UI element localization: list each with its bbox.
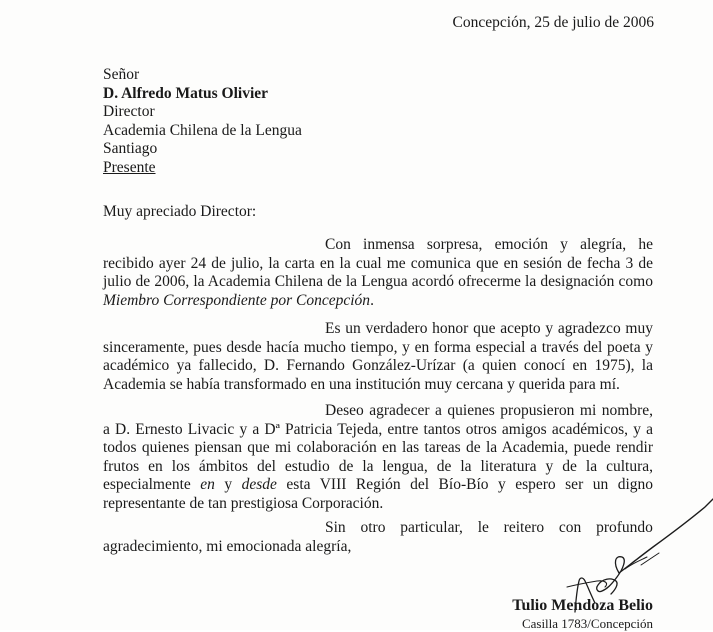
- recipient-name: D. Alfredo Matus Olivier: [103, 84, 269, 102]
- place-date: Concepción, 25 de julio de 2006: [452, 14, 654, 31]
- closing-word: particular,: [400, 519, 463, 536]
- salutation: Muy apreciado Director:: [103, 203, 257, 220]
- paragraph-3-and: y: [214, 476, 242, 493]
- paragraph-1-text: Con inmensa sorpresa, emoción y alegría, he recibido ayer 24 de julio, la carta en la cual me comunica que en sesión de fecha 3 de julio de 2006, la Academia Chilena de la Lengua acordó ofrecerme la designación como: [103, 236, 653, 290]
- closing-word: profundo: [596, 519, 653, 536]
- closing-word: Sin: [325, 519, 346, 536]
- paragraph-4-line-2: agradecimiento, mi emocionada alegría,: [103, 537, 352, 555]
- paragraph-1-italic: Miembro Correspondiente por Concepción: [103, 291, 371, 309]
- recipient-presente: Presente: [103, 158, 156, 176]
- closing-word: con: [558, 519, 582, 536]
- paragraph-3-part1: Deseo agradecer a quienes propusieron mi nombre, a D. Ernesto Livacic y a Dª Patricia Tejeda, entre tantos otros amigos académicos, y a todos quienes piensan que mi colaboración en las tareas de la Academia, puede rendir frutos en los ámbitos del estudio de la lengua, de la literatura y de la cultura, especialmente: [103, 402, 653, 493]
- recipient-institution: Academia Chilena de la Lengua: [103, 121, 302, 139]
- recipient-block: [103, 66, 302, 177]
- paragraph-3-italic-desde: desde: [241, 476, 277, 493]
- recipient-honorific: Señor: [103, 66, 140, 83]
- closing-word: reitero: [503, 519, 545, 536]
- paragraph-3-part2: esta VIII Región del Bío-Bío y espero ser un digno representante de tan prestigiosa Corporación.: [103, 476, 653, 512]
- paragraph-1-end: .: [370, 291, 374, 309]
- recipient-city: Santiago: [103, 140, 158, 157]
- closing-word: otro: [360, 519, 386, 536]
- paragraph-3-italic-en: en: [200, 476, 215, 493]
- paragraph-1: [103, 236, 653, 310]
- closing-word: le: [477, 519, 489, 536]
- recipient-title: Director: [103, 103, 155, 120]
- handwritten-signature: [555, 497, 713, 613]
- signer-address: Casilla 1783/Concepción: [521, 616, 653, 631]
- paragraph-2: Es un verdadero honor que acepto y agradezco muy sinceramente, pues desde hacía mucho tiempo, y en forma especial a través del poeta y académico ya fallecido, D. Fernando González-Urízar (a quien conocí en 1975), la Academia se había transformado en una institución muy cercana y querida para mí.: [103, 320, 653, 393]
- signer-name: Tulio Mendoza Belio: [512, 597, 653, 614]
